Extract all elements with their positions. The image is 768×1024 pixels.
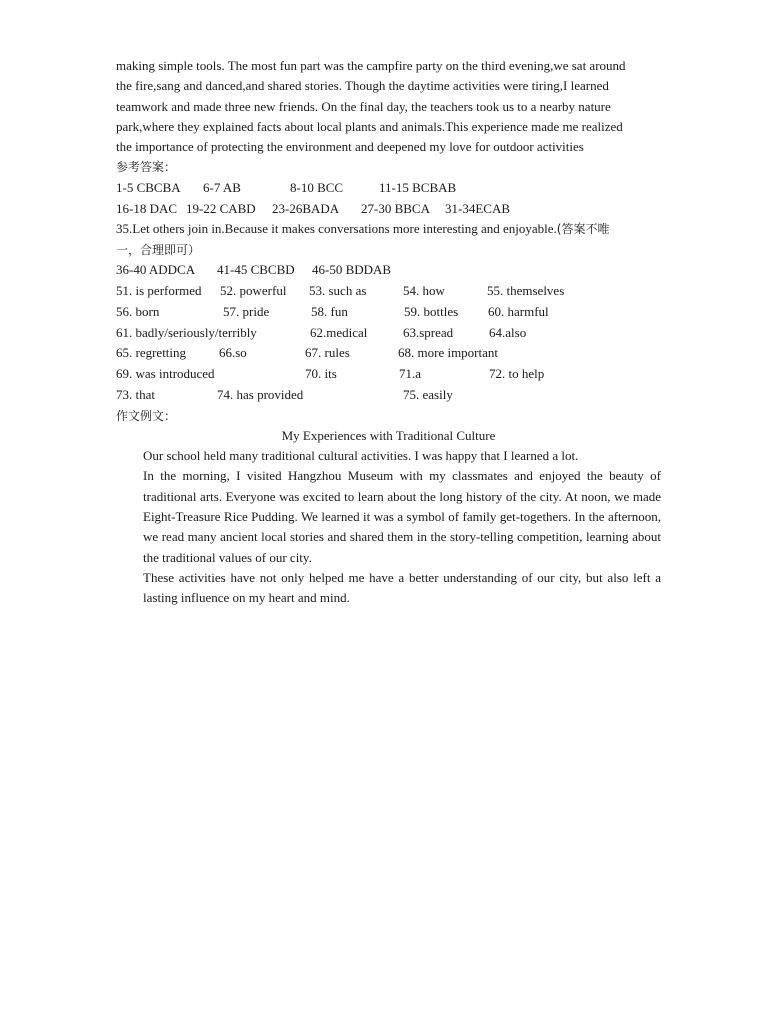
blank-answer: 73. that [116,387,155,402]
answer-cell: 27-30 BBCA [361,200,430,216]
q35-answer [116,219,661,239]
passage-line: the importance of protecting the environment and deepened my love for outdoor activities [116,139,584,155]
blank-answer: 66.so [219,345,247,361]
blank-answer: 61. badly/seriously/terribly [116,324,257,340]
document-content [116,56,661,609]
blank-row [116,322,661,343]
blank-answer: 67. rules [305,345,350,361]
answer-cell: 41-45 CBCBD [217,262,295,278]
answer-cell: 46-50 BDDAB [312,262,392,278]
blank-row [116,385,661,406]
q35-note-cont: 一，合理即可） [116,242,201,257]
passage-line: park,where they explained facts about local plants and animals.This experience made me realized [116,118,623,134]
blank-answer: 52. powerful [220,283,287,299]
blank-answer: 60. harmful [488,303,549,319]
answer-cell: 16-18 DAC [116,200,178,216]
essay-heading: 作文例文： [116,408,177,423]
blank-answer: 74. has provided [217,387,304,402]
passage-line: making simple tools. The most fun part was the campfire party on the third evening,we sat around [116,58,626,73]
blank-row [116,343,661,364]
blank-answer: 58. fun [311,303,348,319]
q35-note: (答案不唯 [556,222,610,237]
answer-row-3 [116,260,661,281]
answer-cell: 36-40 ADDCA [116,262,196,278]
blank-answer: 70. its [305,366,337,382]
blank-answer: 63.spread [403,324,454,340]
answer-cell: 31-34ECAB [445,200,510,216]
q35-answer-text: 35.Let others join in.Because it makes conversations more interesting and enjoyable. [116,221,557,237]
blank-answer: 69. was introduced [116,366,215,382]
blank-answer: 72. to help [489,366,545,382]
blank-answer: 62.medical [310,324,368,340]
blank-row [116,302,661,323]
blank-answer: 53. such as [309,283,367,299]
essay-title: My Experiences with Traditional Culture [281,427,496,443]
essay-paragraph: These activities have not only helped me have a better understanding of our city, but also left a lasting influence on my heart and mind. [143,569,661,606]
blank-answer: 75. easily [403,387,453,402]
passage-excerpt [116,56,661,157]
answer-cell: 11-15 BCBAB [379,180,457,196]
answer-cell: 6-7 AB [203,180,241,196]
answer-cell: 1-5 CBCBA [116,180,181,196]
blank-answer: 51. is performed [116,283,202,299]
answers-heading: 参考答案： [116,160,177,175]
essay-paragraph: In the morning, I visited Hangzhou Museum with my classmates and enjoyed the beauty of traditional arts. Everyone was excited to learn about the long history of the city. At noon, we made Eight-Treasure Rice Pudding. We learned it was a symbol of family get-togethers. In the afternoon, we read many ancient local stories and shared them in the story-telling competition, learning about the traditional values of our city. [143,468,661,565]
sample-essay [116,446,661,608]
blank-answer: 54. how [403,283,445,299]
passage-line: teamwork and made three new friends. On the final day, the teachers took us to a nearby nature [116,98,611,114]
blank-answer: 68. more important [398,345,499,361]
blank-answer: 56. born [116,303,160,319]
blank-answer: 57. pride [223,303,270,319]
essay-paragraph: Our school held many traditional cultural activities. I was happy that I learned a lot. [143,448,579,464]
answer-row-1 [116,178,661,199]
passage-line: the fire,sang and danced,and shared stories. Though the daytime activities were tiring,I learned [116,78,609,94]
blank-row [116,281,661,302]
blank-answer: 64.also [489,324,527,340]
blank-row [116,364,661,385]
answer-row-2 [116,199,661,220]
blank-answer: 59. bottles [404,303,459,319]
blank-answer: 65. regretting [116,345,187,361]
answer-cell: 23-26BADA [272,200,340,216]
blank-answer: 55. themselves [487,283,565,299]
blank-answer: 71.a [399,366,422,382]
answer-cell: 19-22 CABD [186,200,256,216]
answer-cell: 8-10 BCC [290,180,344,196]
